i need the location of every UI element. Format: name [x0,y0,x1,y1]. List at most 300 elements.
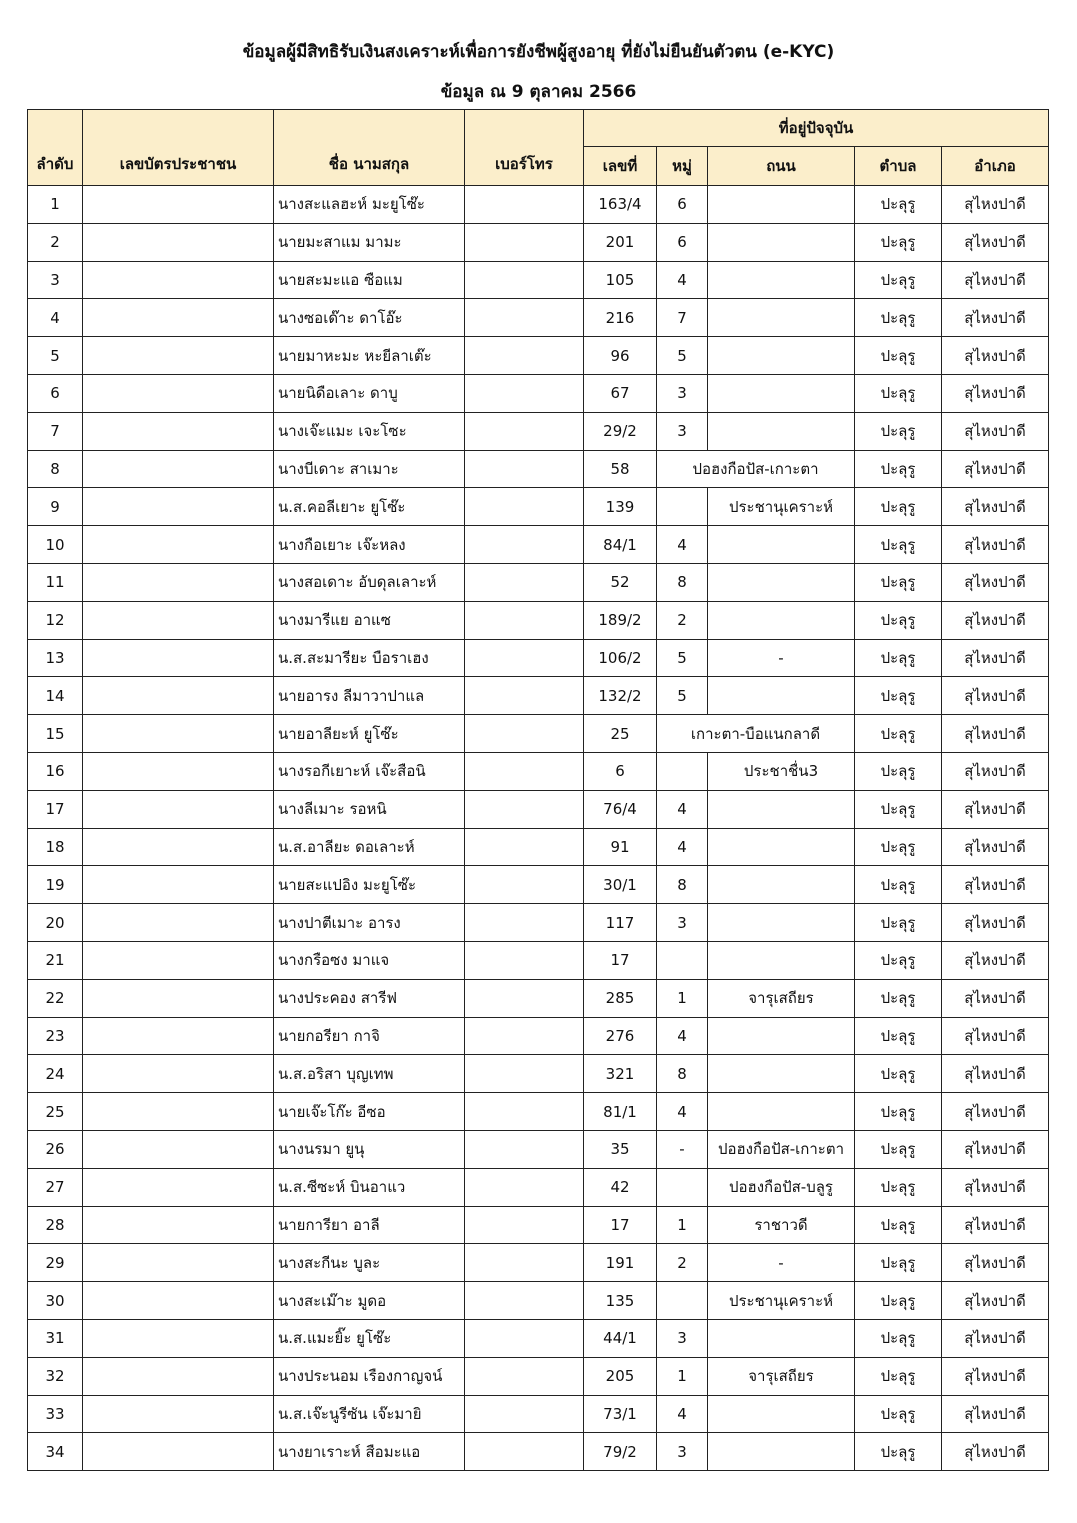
cell-road [708,337,855,375]
cell-road: ปอฮงกือปัส-บลูรู [708,1168,855,1206]
cell-road: ประชานุเคราะห์ [708,488,855,526]
cell-no: 23 [28,1017,83,1055]
cell-moo [657,941,708,979]
table-row [28,337,1049,375]
cell-moo [657,1168,708,1206]
table-row [28,261,1049,299]
cell-phone [465,412,584,450]
table-row [28,715,1049,753]
cell-no: 11 [28,563,83,601]
cell-tambon: ปะลุรู [855,1017,942,1055]
cell-moo: 6 [657,223,708,261]
cell-moo: 4 [657,1093,708,1131]
header-id: เลขบัตรประชาชน [83,110,274,186]
cell-phone [465,526,584,564]
cell-id [83,941,274,979]
cell-house-no: 216 [584,299,657,337]
cell-amphoe: สุไหงปาดี [942,904,1049,942]
cell-house-no: 106/2 [584,639,657,677]
cell-amphoe: สุไหงปาดี [942,450,1049,488]
cell-tambon: ปะลุรู [855,904,942,942]
table-row [28,979,1049,1017]
cell-no: 18 [28,828,83,866]
cell-phone [465,1093,584,1131]
cell-road: ประชานุเคราะห์ [708,1282,855,1320]
table-row [28,1319,1049,1357]
cell-id [83,1130,274,1168]
cell-phone [465,639,584,677]
cell-id [83,828,274,866]
cell-phone [465,1055,584,1093]
table-row [28,1055,1049,1093]
cell-name: นางรอกีเยาะห์ เจ๊ะสือนิ [274,752,465,790]
cell-road [708,1017,855,1055]
cell-road [708,1093,855,1131]
cell-house-no: 42 [584,1168,657,1206]
table-header [28,110,1049,186]
cell-phone [465,374,584,412]
cell-moo: 5 [657,639,708,677]
cell-moo: 8 [657,866,708,904]
cell-amphoe: สุไหงปาดี [942,1395,1049,1433]
cell-road [708,563,855,601]
cell-house-no: 135 [584,1282,657,1320]
cell-phone [465,1244,584,1282]
cell-name: นางปาตีเมาะ อารง [274,904,465,942]
cell-name: น.ส.สะมารียะ บือราเฮง [274,639,465,677]
cell-name: นายนิดือเลาะ ดาบู [274,374,465,412]
table-row [28,752,1049,790]
cell-phone [465,450,584,488]
cell-id [83,1244,274,1282]
cell-amphoe: สุไหงปาดี [942,639,1049,677]
cell-moo: 4 [657,1017,708,1055]
cell-id [83,639,274,677]
cell-moo: 7 [657,299,708,337]
cell-road [708,904,855,942]
table-row [28,1130,1049,1168]
cell-tambon: ปะลุรู [855,223,942,261]
cell-name: นายมะสาแม มามะ [274,223,465,261]
cell-name: นางประนอม เรืองกาญจน์ [274,1357,465,1395]
cell-road [708,412,855,450]
cell-house-no: 117 [584,904,657,942]
cell-moo: 3 [657,412,708,450]
cell-id [83,488,274,526]
cell-house-no: 84/1 [584,526,657,564]
cell-amphoe: สุไหงปาดี [942,941,1049,979]
cell-tambon: ปะลุรู [855,790,942,828]
cell-no: 5 [28,337,83,375]
cell-name: นางกรือซง มาแจ [274,941,465,979]
cell-no: 25 [28,1093,83,1131]
cell-name: นายเจ๊ะโก๊ะ อีซอ [274,1093,465,1131]
cell-tambon: ปะลุรู [855,639,942,677]
cell-tambon: ปะลุรู [855,1093,942,1131]
elderly-ekyc-table [27,109,1049,1471]
cell-name: น.ส.ซีซะห์ บินอาแว [274,1168,465,1206]
table-row [28,186,1049,224]
table-row [28,223,1049,261]
cell-tambon: ปะลุรู [855,450,942,488]
cell-id [83,1055,274,1093]
cell-road: - [708,639,855,677]
cell-no: 14 [28,677,83,715]
cell-tambon: ปะลุรู [855,412,942,450]
cell-house-no: 96 [584,337,657,375]
cell-amphoe: สุไหงปาดี [942,1206,1049,1244]
cell-name: นายอารง ลีมาวาปาแล [274,677,465,715]
cell-tambon: ปะลุรู [855,526,942,564]
cell-amphoe: สุไหงปาดี [942,979,1049,1017]
cell-name: นางมารีแย อาแซ [274,601,465,639]
cell-amphoe: สุไหงปาดี [942,261,1049,299]
cell-name: นายการียา อาลี [274,1206,465,1244]
cell-no: 21 [28,941,83,979]
cell-road [708,223,855,261]
cell-name: นางบีเดาะ สาเมาะ [274,450,465,488]
table-row [28,677,1049,715]
cell-name: นายสะมะแอ ซือแม [274,261,465,299]
cell-id [83,223,274,261]
cell-tambon: ปะลุรู [855,715,942,753]
cell-id [83,601,274,639]
cell-no: 28 [28,1206,83,1244]
table-row [28,488,1049,526]
cell-road [708,186,855,224]
cell-house-no: 67 [584,374,657,412]
cell-house-no: 29/2 [584,412,657,450]
cell-no: 2 [28,223,83,261]
cell-house-no: 201 [584,223,657,261]
cell-road: จารุเสถียร [708,979,855,1017]
table-row [28,639,1049,677]
cell-no: 6 [28,374,83,412]
cell-moo: - [657,1130,708,1168]
cell-road [708,828,855,866]
table-row [28,828,1049,866]
cell-phone [465,299,584,337]
cell-tambon: ปะลุรู [855,261,942,299]
cell-moo: 1 [657,1357,708,1395]
cell-no: 10 [28,526,83,564]
cell-road: ปอฮงกือปัส-เกาะตา [708,1130,855,1168]
cell-id [83,1282,274,1320]
cell-name: นางประคอง สารีฟ [274,979,465,1017]
cell-moo-road: ปอฮงกือปัส-เกาะตา [657,450,855,488]
cell-moo: 4 [657,526,708,564]
cell-house-no: 321 [584,1055,657,1093]
cell-id [83,677,274,715]
cell-phone [465,752,584,790]
cell-name: นายกอรียา กาจิ [274,1017,465,1055]
table-row [28,1244,1049,1282]
cell-tambon: ปะลุรู [855,488,942,526]
cell-tambon: ปะลุรู [855,866,942,904]
header-tambon: ตำบล [855,147,942,186]
cell-no: 22 [28,979,83,1017]
cell-name: นางลีเมาะ รอหนิ [274,790,465,828]
cell-road [708,866,855,904]
cell-phone [465,601,584,639]
cell-tambon: ปะลุรู [855,186,942,224]
cell-tambon: ปะลุรู [855,1282,942,1320]
table-row [28,1206,1049,1244]
table-row [28,1395,1049,1433]
table-row [28,1282,1049,1320]
cell-road [708,1055,855,1093]
cell-tambon: ปะลุรู [855,979,942,1017]
cell-no: 7 [28,412,83,450]
page-title: ข้อมูลผู้มีสิทธิรับเงินสงเคราะห์เพื่อการยังชีพผู้สูงอายุ ที่ยังไม่ยืนยันตัวตน (e-KYC) [242,42,835,62]
cell-no: 12 [28,601,83,639]
cell-phone [465,866,584,904]
cell-house-no: 81/1 [584,1093,657,1131]
cell-moo: 3 [657,1319,708,1357]
table-row [28,1357,1049,1395]
table-row [28,866,1049,904]
cell-phone [465,677,584,715]
table-row [28,601,1049,639]
cell-moo: 2 [657,601,708,639]
cell-amphoe: สุไหงปาดี [942,223,1049,261]
cell-no: 20 [28,904,83,942]
cell-no: 13 [28,639,83,677]
cell-house-no: 35 [584,1130,657,1168]
cell-no: 1 [28,186,83,224]
cell-tambon: ปะลุรู [855,374,942,412]
cell-house-no: 6 [584,752,657,790]
cell-phone [465,337,584,375]
cell-id [83,526,274,564]
cell-moo: 6 [657,186,708,224]
cell-id [83,1017,274,1055]
cell-tambon: ปะลุรู [855,1395,942,1433]
cell-amphoe: สุไหงปาดี [942,337,1049,375]
cell-amphoe: สุไหงปาดี [942,601,1049,639]
cell-id [83,1168,274,1206]
cell-phone [465,904,584,942]
table-row [28,526,1049,564]
cell-house-no: 191 [584,1244,657,1282]
cell-id [83,790,274,828]
cell-tambon: ปะลุรู [855,601,942,639]
cell-moo: 3 [657,1433,708,1471]
cell-id [83,450,274,488]
cell-moo: 4 [657,790,708,828]
cell-name: น.ส.คอลีเยาะ ยูโซ๊ะ [274,488,465,526]
cell-no: 27 [28,1168,83,1206]
cell-moo-road: เกาะตา-บือแนกลาดี [657,715,855,753]
cell-moo: 5 [657,337,708,375]
cell-tambon: ปะลุรู [855,1244,942,1282]
cell-id [83,979,274,1017]
cell-name: นายอาลียะห์ ยูโซ๊ะ [274,715,465,753]
cell-road [708,526,855,564]
cell-tambon: ปะลุรู [855,941,942,979]
cell-id [83,1093,274,1131]
cell-name: น.ส.อริสา บุญเทพ [274,1055,465,1093]
cell-tambon: ปะลุรู [855,1433,942,1471]
cell-house-no: 58 [584,450,657,488]
cell-moo [657,1282,708,1320]
header-road: ถนน [708,147,855,186]
cell-name: นางสะกีนะ บูละ [274,1244,465,1282]
cell-amphoe: สุไหงปาดี [942,1433,1049,1471]
cell-no: 16 [28,752,83,790]
table-row [28,941,1049,979]
cell-no: 30 [28,1282,83,1320]
cell-road [708,261,855,299]
cell-name: น.ส.อาลียะ ดอเลาะห์ [274,828,465,866]
cell-amphoe: สุไหงปาดี [942,1093,1049,1131]
cell-no: 8 [28,450,83,488]
cell-id [83,186,274,224]
cell-tambon: ปะลุรู [855,752,942,790]
cell-id [83,1433,274,1471]
cell-road: จารุเสถียร [708,1357,855,1395]
cell-road [708,941,855,979]
cell-tambon: ปะลุรู [855,1055,942,1093]
cell-road [708,299,855,337]
cell-road [708,677,855,715]
cell-no: 19 [28,866,83,904]
cell-amphoe: สุไหงปาดี [942,1357,1049,1395]
cell-phone [465,790,584,828]
table-row [28,904,1049,942]
cell-id [83,752,274,790]
cell-amphoe: สุไหงปาดี [942,299,1049,337]
cell-house-no: 285 [584,979,657,1017]
cell-moo: 4 [657,261,708,299]
cell-name: นางสะเม๊าะ มูดอ [274,1282,465,1320]
cell-house-no: 17 [584,1206,657,1244]
cell-name: นางยาเราะห์ สือมะแอ [274,1433,465,1471]
cell-house-no: 79/2 [584,1433,657,1471]
cell-phone [465,223,584,261]
cell-amphoe: สุไหงปาดี [942,186,1049,224]
cell-id [83,563,274,601]
cell-id [83,374,274,412]
cell-house-no: 189/2 [584,601,657,639]
cell-id [83,337,274,375]
cell-no: 31 [28,1319,83,1357]
cell-name: นางสะแลฮะห์ มะยูโซ๊ะ [274,186,465,224]
cell-road [708,374,855,412]
cell-amphoe: สุไหงปาดี [942,1017,1049,1055]
cell-amphoe: สุไหงปาดี [942,1244,1049,1282]
cell-road [708,601,855,639]
cell-id [83,412,274,450]
cell-amphoe: สุไหงปาดี [942,1055,1049,1093]
cell-phone [465,1206,584,1244]
table-row [28,374,1049,412]
cell-no: 17 [28,790,83,828]
cell-name: นางซอเด๊าะ ดาโอ๊ะ [274,299,465,337]
cell-moo: 2 [657,1244,708,1282]
cell-amphoe: สุไหงปาดี [942,1168,1049,1206]
header-no: ลำดับ [28,110,83,186]
cell-phone [465,186,584,224]
cell-house-no: 76/4 [584,790,657,828]
cell-tambon: ปะลุรู [855,677,942,715]
cell-moo: 1 [657,979,708,1017]
cell-name: นางสอเดาะ อับดุลเลาะห์ [274,563,465,601]
cell-house-no: 132/2 [584,677,657,715]
header-house-no: เลขที่ [584,147,657,186]
cell-id [83,261,274,299]
cell-id [83,1357,274,1395]
cell-id [83,1319,274,1357]
cell-id [83,1395,274,1433]
cell-no: 33 [28,1395,83,1433]
cell-tambon: ปะลุรู [855,563,942,601]
header-moo: หมู่ [657,147,708,186]
cell-phone [465,1319,584,1357]
cell-no: 34 [28,1433,83,1471]
cell-phone [465,979,584,1017]
cell-amphoe: สุไหงปาดี [942,828,1049,866]
cell-house-no: 205 [584,1357,657,1395]
cell-amphoe: สุไหงปาดี [942,374,1049,412]
cell-road: - [708,1244,855,1282]
cell-amphoe: สุไหงปาดี [942,790,1049,828]
cell-house-no: 139 [584,488,657,526]
cell-phone [465,1017,584,1055]
cell-name: นางเจ๊ะแมะ เจะโซะ [274,412,465,450]
cell-name: นางกือเยาะ เจ๊ะหลง [274,526,465,564]
cell-tambon: ปะลุรู [855,1319,942,1357]
cell-phone [465,1395,584,1433]
cell-tambon: ปะลุรู [855,337,942,375]
cell-house-no: 276 [584,1017,657,1055]
cell-house-no: 91 [584,828,657,866]
cell-name: นายสะแปอิง มะยูโซ๊ะ [274,866,465,904]
cell-no: 32 [28,1357,83,1395]
header-amphoe: อำเภอ [942,147,1049,186]
cell-no: 29 [28,1244,83,1282]
cell-house-no: 163/4 [584,186,657,224]
cell-amphoe: สุไหงปาดี [942,1282,1049,1320]
cell-phone [465,261,584,299]
cell-phone [465,1282,584,1320]
table-row [28,299,1049,337]
cell-no: 9 [28,488,83,526]
cell-tambon: ปะลุรู [855,1130,942,1168]
cell-house-no: 44/1 [584,1319,657,1357]
cell-amphoe: สุไหงปาดี [942,1319,1049,1357]
cell-no: 26 [28,1130,83,1168]
header-phone: เบอร์โทร [465,110,584,186]
cell-id [83,299,274,337]
cell-house-no: 52 [584,563,657,601]
cell-amphoe: สุไหงปาดี [942,715,1049,753]
cell-house-no: 25 [584,715,657,753]
cell-amphoe: สุไหงปาดี [942,752,1049,790]
cell-amphoe: สุไหงปาดี [942,1130,1049,1168]
cell-name: น.ส.แมะยิ๊ะ ยูโซ๊ะ [274,1319,465,1357]
cell-moo: 1 [657,1206,708,1244]
cell-road [708,1395,855,1433]
cell-moo [657,752,708,790]
table-row [28,1093,1049,1131]
cell-phone [465,1357,584,1395]
cell-house-no: 73/1 [584,1395,657,1433]
cell-phone [465,488,584,526]
table-row [28,1433,1049,1471]
cell-road: ราชาวดี [708,1206,855,1244]
header-current-address: ที่อยู่ปัจจุบัน [584,110,1049,147]
